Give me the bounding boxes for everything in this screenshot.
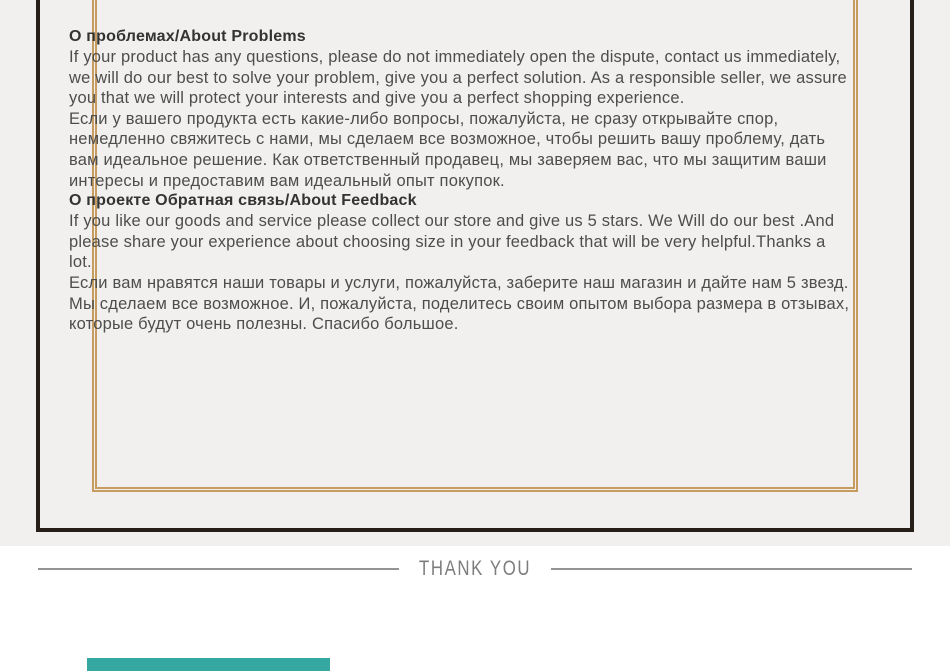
about-problems-russian-paragraph: Если у вашего продукта есть какие-либо вопросы, пожалуйста, не сразу открывайте спор, немедленно свяжитесь с нами, мы сделаем все возможное, чтобы решить вашу проблему, дать вам идеальное решение. Как ответственный продавец, мы заверяем вас, что мы защитим ваши интересы и предоставим вам идеальный опыт покупок. <box>69 109 827 190</box>
thank-you-label: THANK YOU <box>418 557 532 580</box>
about-feedback-heading: О проекте Обратная связь/About Feedback <box>69 192 417 210</box>
divider-rule-left <box>38 568 399 570</box>
about-feedback-russian-paragraph: Если вам нравятся наши товары и услуги, пожалуйста, заберите наш магазин и дайте нам 5 звезд. Мы сделаем все возможное. И, пожалуйста, поделитесь своим опытом выбора размера в отзывах, которые будут очень полезны. Спасибо большое. <box>69 273 850 334</box>
about-problems-heading: О проблемах/About Problems <box>69 28 306 45</box>
notice-content <box>69 27 881 335</box>
next-banner-edge <box>87 658 330 671</box>
about-feedback-english-paragraph: If you like our goods and service please collect our store and give us 5 stars. We Will do our best .And please share your experience about choosing size in your feedback that will be very helpful.Thanks a lot. <box>69 212 835 272</box>
thank-you-divider <box>38 556 912 582</box>
about-problems-section <box>69 27 881 191</box>
divider-rule-right <box>551 568 912 570</box>
about-feedback-section <box>69 191 881 335</box>
about-problems-english-paragraph: If your product has any questions, please do not immediately open the dispute, contact us immediately, we will do our best to solve your problem, give you a perfect solution. As a responsible seller, we assure you that we will protect your interests and give you a perfect shopping experience. <box>69 48 847 108</box>
